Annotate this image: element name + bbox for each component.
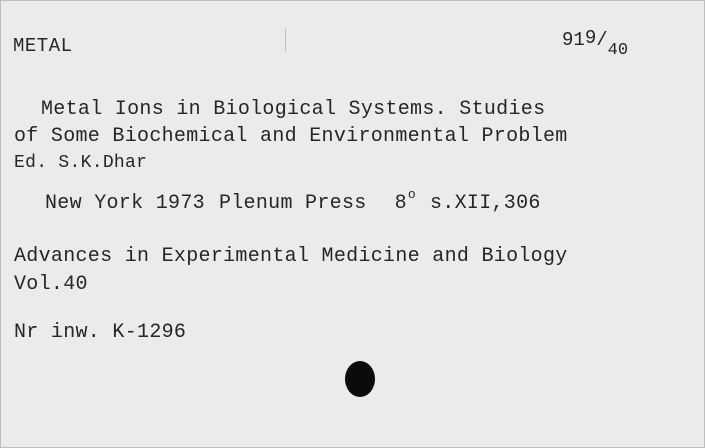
title-line-1: Metal Ions in Biological Systems. Studies [41, 98, 546, 121]
imprint-place-year: New York 1973 [45, 192, 205, 215]
card-mark [285, 29, 286, 51]
call-number-slash: / [596, 29, 608, 51]
imprint-format-degree: o [407, 187, 416, 202]
imprint-pages: s.XII,306 [429, 192, 541, 215]
subject-heading: METAL [13, 35, 73, 57]
editor-line: Ed. S.K.Dhar [14, 153, 148, 173]
imprint-publisher: Plenum Press [218, 192, 367, 215]
series-line: Advances in Experimental Medicine and Biology [14, 245, 568, 268]
call-number [562, 27, 629, 60]
call-number-denominator: 40 [607, 41, 629, 60]
call-number-numerator: 9 [584, 27, 597, 49]
title-line-2: of Some Biochemical and Environmental Problem [14, 125, 568, 148]
imprint-format: 8 [394, 192, 407, 215]
punch-hole [345, 361, 375, 397]
imprint-line [45, 187, 541, 215]
inventory-line: Nr inw. K-1296 [14, 321, 187, 344]
call-number-prefix: 91 [562, 29, 585, 51]
volume-line: Vol.40 [14, 273, 88, 296]
